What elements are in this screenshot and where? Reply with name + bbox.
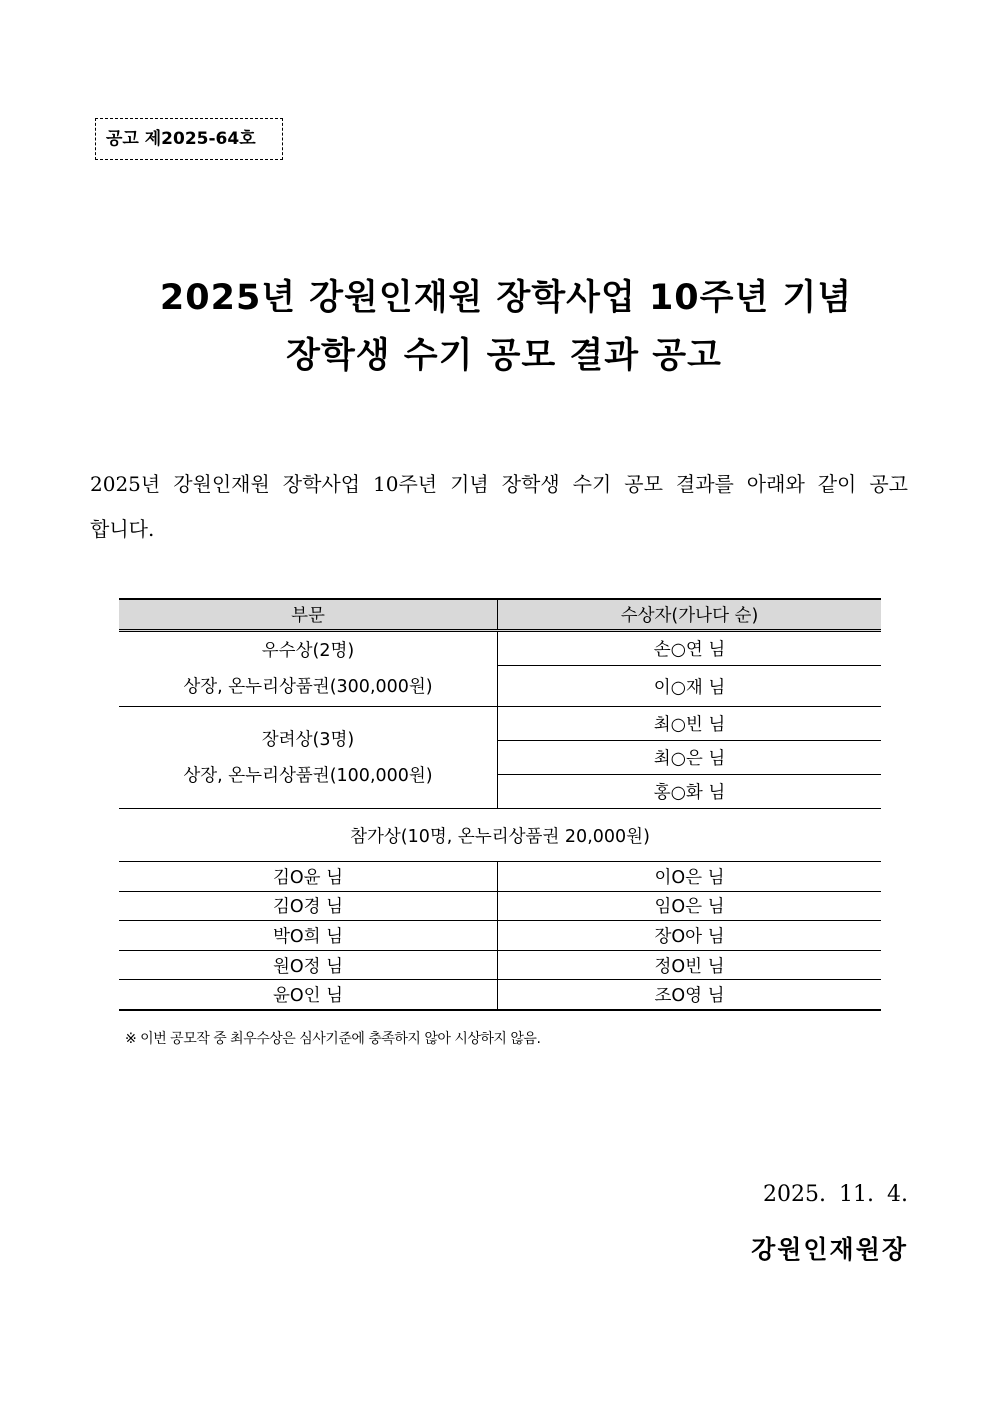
notice-number: 공고 제2025-64호 [95, 118, 283, 160]
participant-name: 정O빈 님 [498, 950, 882, 980]
table-header-row [119, 599, 881, 631]
header-category: 부문 [119, 599, 498, 631]
title-line-2: 장학생 수기 공모 결과 공고 [286, 336, 722, 376]
participant-name: 윤O인 님 [119, 980, 498, 1010]
issue-date: 2025. 11. 4. [763, 1182, 908, 1207]
awards-table [119, 598, 881, 1011]
award-name: 장려상(3명) [261, 729, 355, 750]
table-row [119, 980, 881, 1010]
participation-title-row [119, 809, 881, 862]
footnote: ※ 이번 공모작 중 최우수상은 심사기준에 충족하지 않아 시상하지 않음. [125, 1031, 541, 1047]
participant-name: 김O경 님 [119, 891, 498, 921]
award-category-excellence [119, 631, 498, 707]
participation-title: 참가상(10명, 온누리상품권 20,000원) [119, 809, 881, 862]
winner-name: 최○은 님 [498, 741, 882, 775]
table-row [119, 950, 881, 980]
winner-name: 홍○화 님 [498, 775, 882, 809]
award-category-encouragement [119, 707, 498, 809]
table-row [119, 707, 881, 741]
participant-name: 이O은 님 [498, 862, 882, 892]
participant-name: 원O정 님 [119, 950, 498, 980]
table-row [119, 631, 881, 666]
table-row [119, 862, 881, 892]
table-row [119, 921, 881, 951]
award-name: 우수상(2명) [261, 641, 355, 661]
participant-name: 김O윤 님 [119, 862, 498, 892]
participant-name: 장O아 님 [498, 921, 882, 951]
table-row [119, 891, 881, 921]
participant-name: 조O영 님 [498, 980, 882, 1010]
winner-name: 최○빈 님 [498, 707, 882, 741]
award-prize: 상장, 온누리상품권(300,000원) [183, 677, 433, 697]
title-line-1: 2025년 강원인재원 장학사업 10주년 기념 [159, 278, 853, 318]
winner-name: 이○재 님 [498, 666, 882, 707]
header-winners: 수상자(가나다 순) [498, 599, 882, 631]
participant-name: 박O희 님 [119, 921, 498, 951]
issuer-name: 강원인재원장 [751, 1235, 908, 1264]
award-prize: 상장, 온누리상품권(100,000원) [183, 765, 433, 786]
participant-name: 임O은 님 [498, 891, 882, 921]
winner-name: 손○연 님 [498, 631, 882, 666]
intro-paragraph: 2025년 강원인재원 장학사업 10주년 기념 장학생 수기 공모 결과를 아래와 같이 공고합니다. [90, 472, 908, 541]
